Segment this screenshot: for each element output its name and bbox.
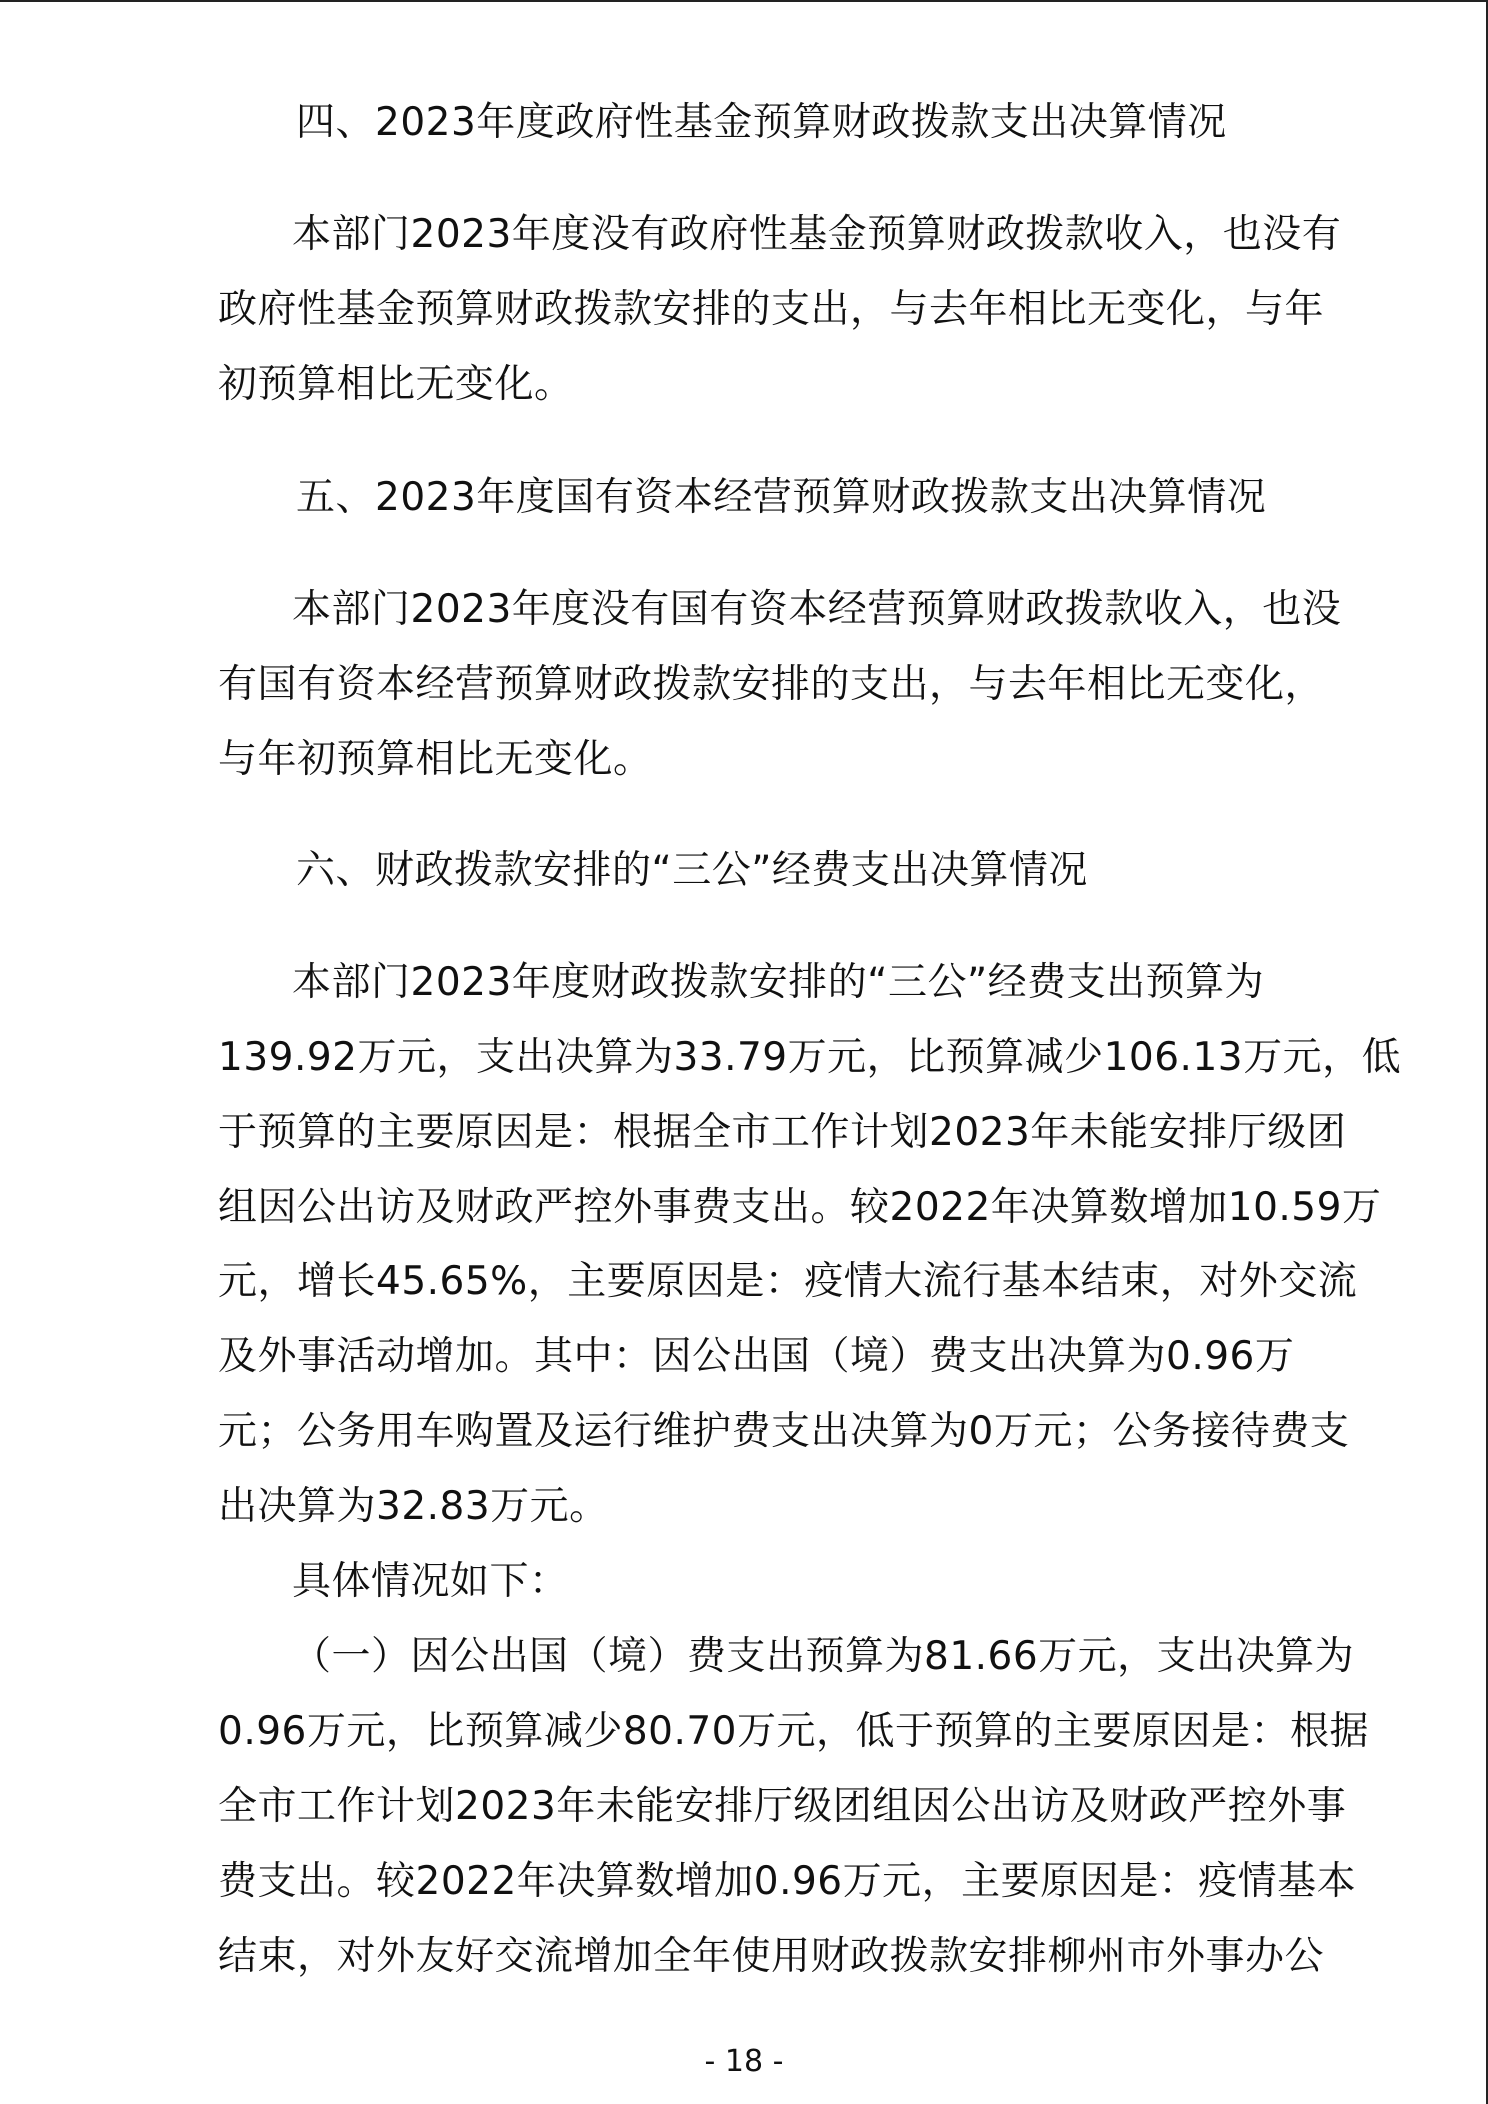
section-6-line: 元，增长45.65%，主要原因是：疫情大流行基本结束，对外交流 [218, 1259, 1358, 1304]
section-4-line: 政府性基金预算财政拨款安排的支出，与去年相比无变化，与年 [218, 287, 1325, 332]
section-6-line: 本部门2023年度财政拨款安排的“三公”经费支出预算为 [292, 960, 1265, 1005]
section-6-line: 组因公出访及财政严控外事费支出。较2022年决算数增加10.59万 [218, 1185, 1382, 1230]
section-4-heading: 四、2023年度政府性基金预算财政拨款支出决算情况 [296, 100, 1227, 145]
section-4-line: 初预算相比无变化。 [218, 362, 574, 407]
section-6-line: 于预算的主要原因是：根据全市工作计划2023年未能安排厅级团 [218, 1110, 1347, 1155]
section-6-line: 元；公务用车购置及运行维护费支出决算为0万元；公务接待费支 [218, 1409, 1350, 1454]
detail-intro: 具体情况如下： [292, 1559, 569, 1604]
item-1-line: 0.96万元，比预算减少80.70万元，低于预算的主要原因是：根据 [218, 1709, 1369, 1754]
section-6-heading: 六、财政拨款安排的“三公”经费支出决算情况 [296, 848, 1088, 893]
section-4-line: 本部门2023年度没有政府性基金预算财政拨款收入，也没有 [292, 212, 1342, 257]
section-5-heading: 五、2023年度国有资本经营预算财政拨款支出决算情况 [296, 475, 1267, 520]
page-number: - 18 - [704, 2044, 784, 2079]
item-1-line: 结束，对外友好交流增加全年使用财政拨款安排柳州市外事办公 [218, 1934, 1325, 1979]
item-1-line: 费支出。较2022年决算数增加0.96万元，主要原因是：疫情基本 [218, 1859, 1357, 1904]
section-5-line: 本部门2023年度没有国有资本经营预算财政拨款收入，也没 [292, 587, 1342, 632]
section-6-line: 139.92万元，支出决算为33.79万元，比预算减少106.13万元，低 [218, 1035, 1402, 1080]
section-5-line: 与年初预算相比无变化。 [218, 737, 653, 782]
section-6-line: 及外事活动增加。其中：因公出国（境）费支出决算为0.96万 [218, 1334, 1295, 1379]
item-1-line: （一）因公出国（境）费支出预算为81.66万元，支出决算为 [292, 1634, 1355, 1679]
section-6-line: 出决算为32.83万元。 [218, 1484, 609, 1529]
item-1-line: 全市工作计划2023年未能安排厅级团组因公出访及财政严控外事 [218, 1784, 1347, 1829]
section-5-line: 有国有资本经营预算财政拨款安排的支出，与去年相比无变化， [218, 662, 1325, 707]
